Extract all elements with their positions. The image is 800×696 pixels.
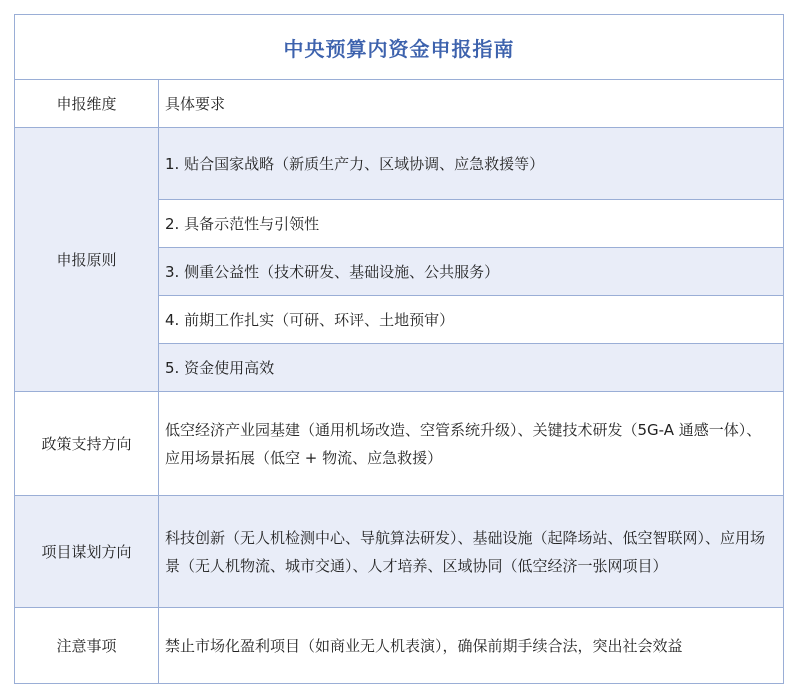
notes-label: 注意事项 xyxy=(15,608,159,683)
header-requirement-label: 具体要求 xyxy=(159,80,783,128)
table-title: 中央预算内资金申报指南 xyxy=(15,15,783,80)
projects-label: 项目谋划方向 xyxy=(15,496,159,608)
principle-item: 2. 具备示范性与引领性 xyxy=(159,200,783,248)
policy-label: 政策支持方向 xyxy=(15,392,159,496)
projects-value xyxy=(159,496,783,608)
principle-item: 1. 贴合国家战略（新质生产力、区域协调、应急救援等） xyxy=(159,128,783,200)
principle-item: 5. 资金使用高效 xyxy=(159,344,783,392)
policy-value xyxy=(159,392,783,496)
projects-text: 科技创新（无人机检测中心、导航算法研发）、基础设施（起降场站、低空智联网）、应用场景（无人机物流、城市交通）、人才培养、区域协同（低空经济一张网项目） xyxy=(165,528,766,575)
header-dimension-label: 申报维度 xyxy=(15,80,159,128)
principle-item: 3. 侧重公益性（技术研发、基础设施、公共服务） xyxy=(159,248,783,296)
policy-text: 低空经济产业园基建（通用机场改造、空管系统升级）、关键技术研发（5G-A 通感一体）、应用场景拓展（低空 + 物流、应急救援） xyxy=(165,420,762,467)
principle-item: 4. 前期工作扎实（可研、环评、土地预审） xyxy=(159,296,783,344)
notes-value: 禁止市场化盈利项目（如商业无人机表演），确保前期手续合法，突出社会效益 xyxy=(159,608,783,683)
principles-label: 申报原则 xyxy=(15,128,159,392)
